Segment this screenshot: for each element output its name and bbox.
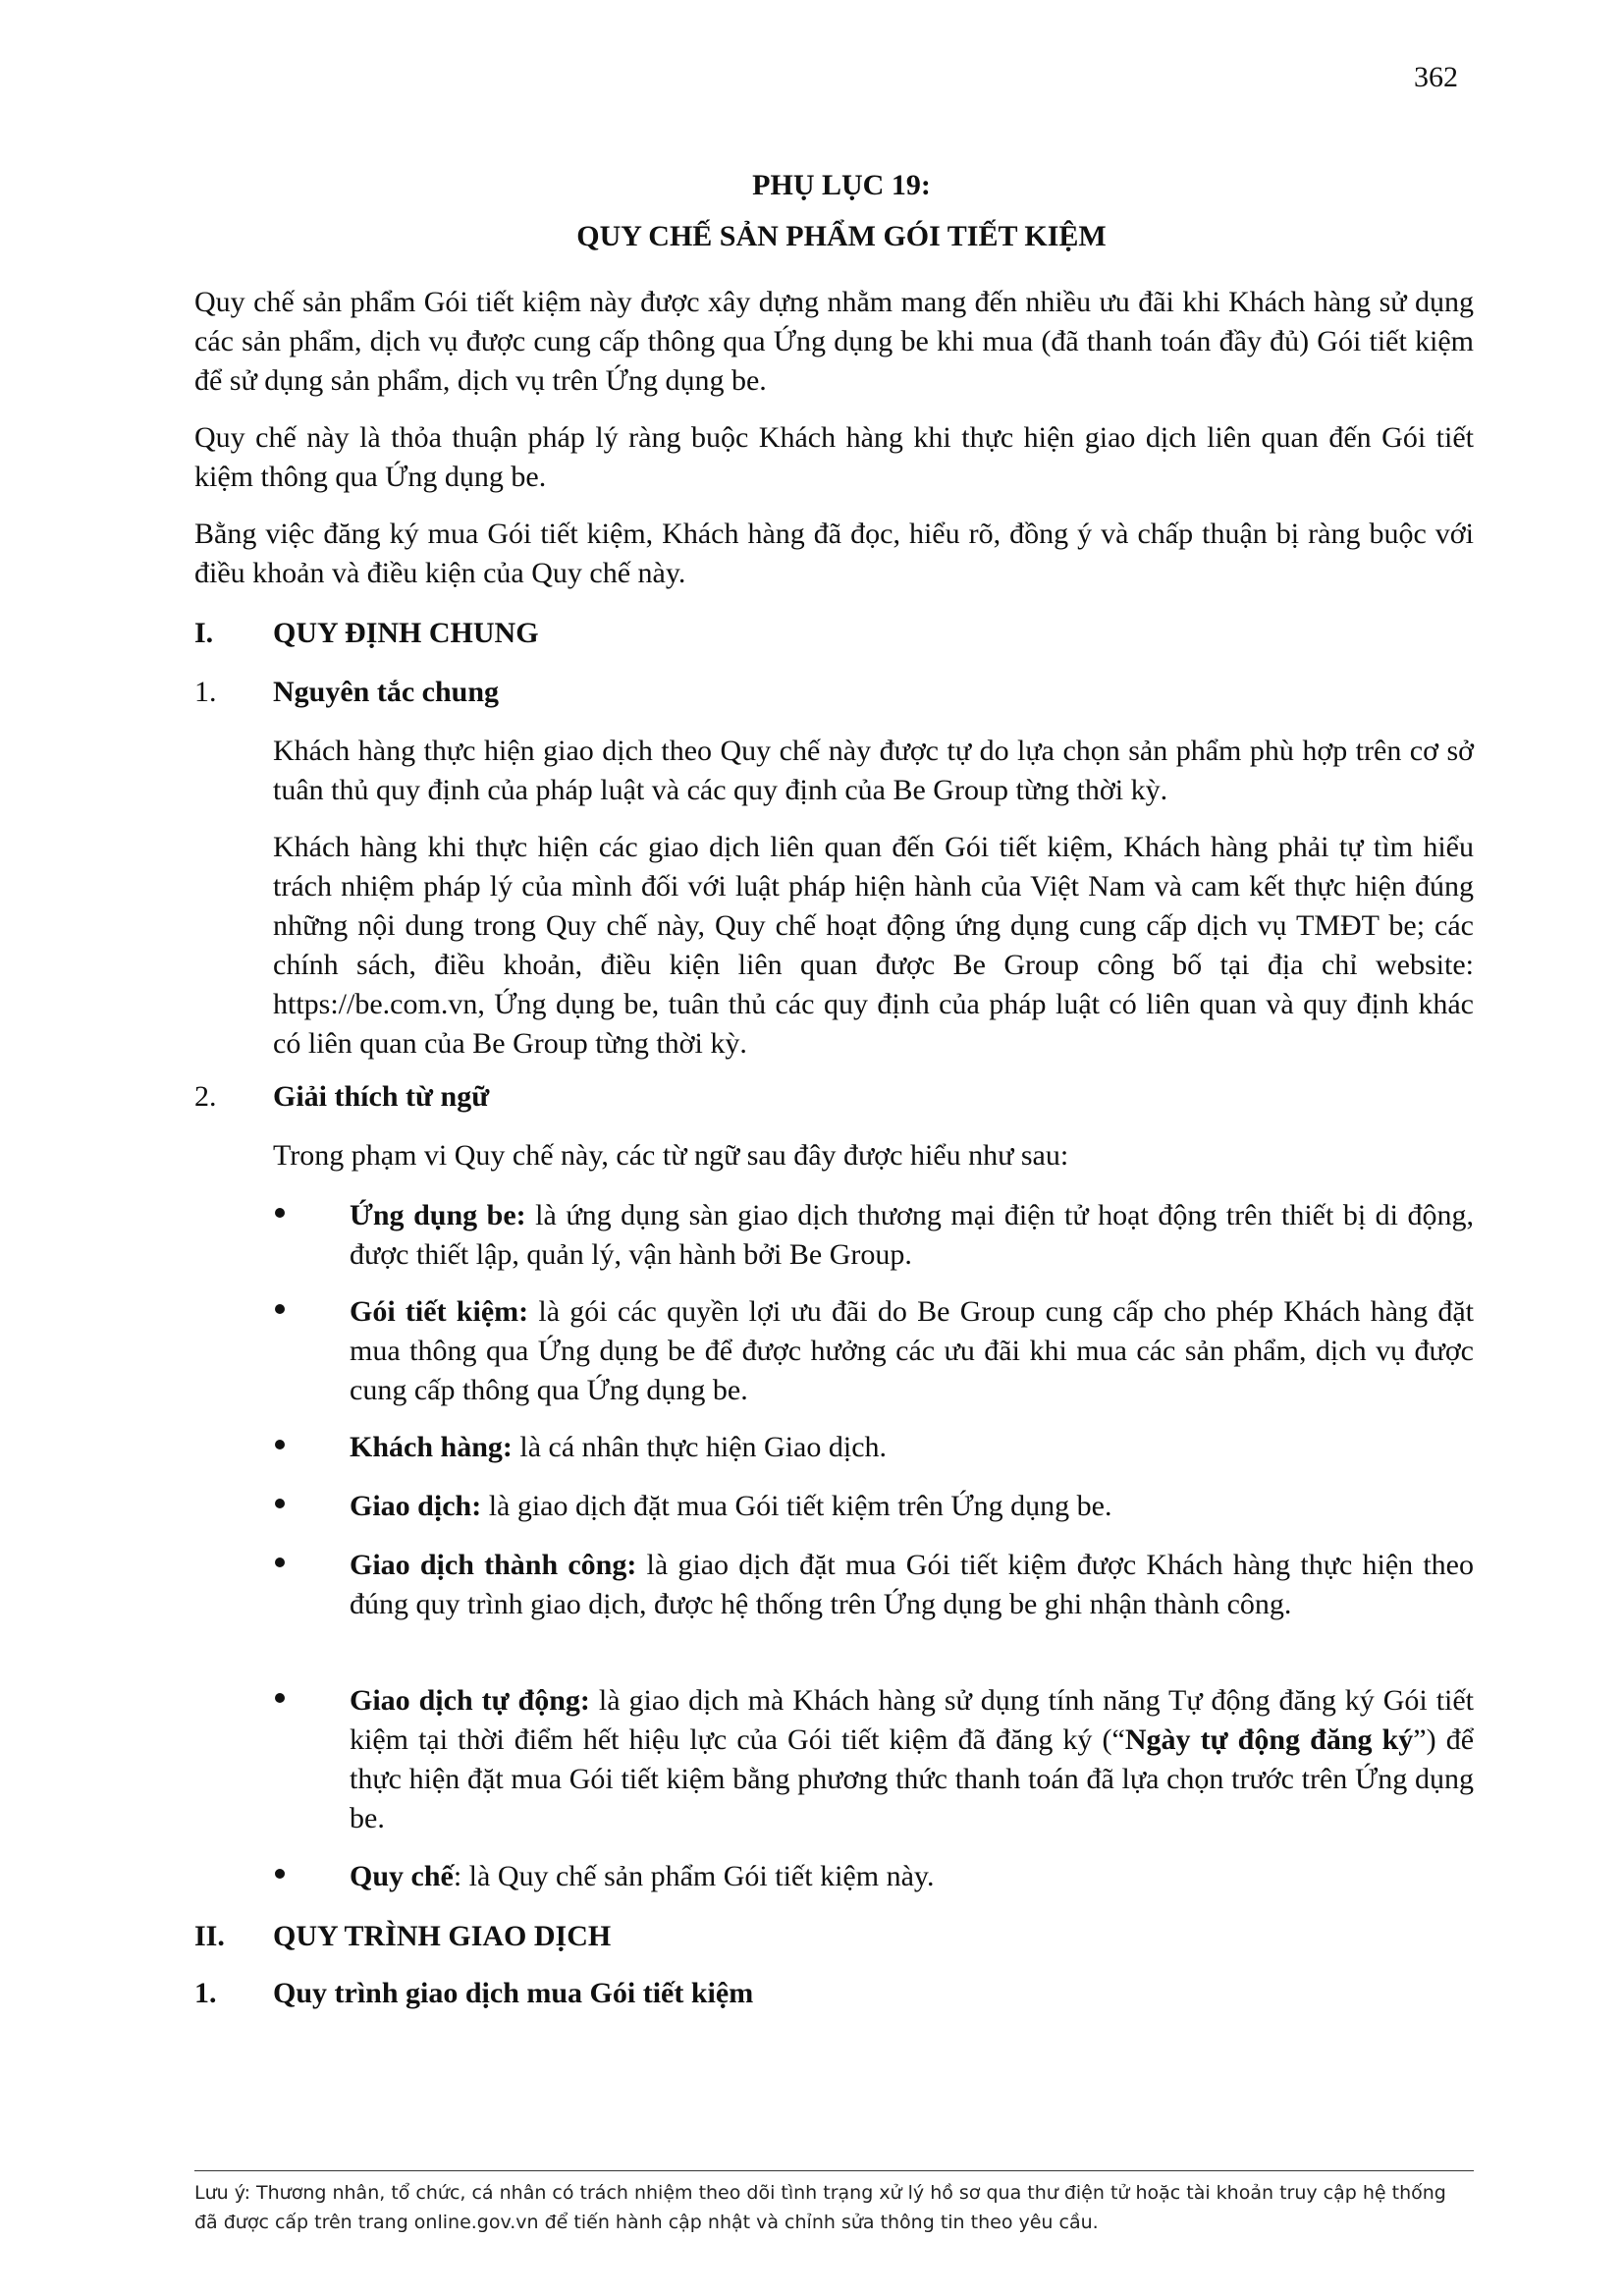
footer-note: Lưu ý: Thương nhân, tổ chức, cá nhân có trách nhiệm theo dõi tình trạng xử lý hồ sơ qua thư điện tử hoặc tài khoản truy cập hệ thống đã được cấp trên trang online.gov.vn để tiến hành cập nhật và chỉnh sửa thông tin theo yêu cầu. <box>194 2182 1446 2233</box>
definition-goi-tiet-kiem: Gói tiết kiệm: là gói các quyền lợi ưu đãi do Be Group cung cấp cho phép Khách hàng đặt mua thông qua Ứng dụng be để được hưởng các ưu đãi khi mua các sản phẩm, dịch vụ được cung cấp thông qua Ứng dụng be. <box>350 1295 1474 1406</box>
principles-paragraph-1: Khách hàng thực hiện giao dịch theo Quy chế này được tự do lựa chọn sản phẩm phù hợp trên cơ sở tuân thủ quy định của pháp luật và các quy định của Be Group từng thời kỳ. <box>273 735 1474 806</box>
subsection-1-2-number: 2. <box>194 1080 217 1113</box>
intro-paragraph-3: Bằng việc đăng ký mua Gói tiết kiệm, Khách hàng đã đọc, hiểu rõ, đồng ý và chấp thuận bị ràng buộc với điều khoản và điều kiện của Quy chế này. <box>194 518 1474 589</box>
appendix-title: PHỤ LỤC 19: <box>752 169 931 201</box>
section-2-heading: QUY TRÌNH GIAO DỊCH <box>273 1920 612 1952</box>
footer-divider <box>194 2170 1474 2171</box>
subsection-1-1-heading: Nguyên tắc chung <box>273 676 500 708</box>
definition-khach-hang: Khách hàng: là cá nhân thực hiện Giao dịch. <box>350 1431 888 1463</box>
subsection-1-1-number: 1. <box>194 676 217 708</box>
page-number: 362 <box>1414 61 1458 93</box>
section-2-numeral: II. <box>194 1920 225 1952</box>
definition-giao-dich-thanh-cong: Giao dịch thành công: là giao dịch đặt mua Gói tiết kiệm được Khách hàng thực hiện theo đúng quy trình giao dịch, được hệ thống trên Ứng dụng be ghi nhận thành công. <box>350 1549 1474 1620</box>
section-1-numeral: I. <box>194 617 214 649</box>
section-1-heading: QUY ĐỊNH CHUNG <box>273 617 539 649</box>
definitions-lead: Trong phạm vi Quy chế này, các từ ngữ sau đây được hiểu như sau: <box>273 1139 1069 1172</box>
definition-ung-dung-be: Ứng dụng be: là ứng dụng sàn giao dịch thương mại điện tử hoạt động trên thiết bị di động, được thiết lập, quản lý, vận hành bởi Be Group. <box>350 1199 1475 1271</box>
intro-paragraph-1: Quy chế sản phẩm Gói tiết kiệm này được xây dựng nhằm mang đến nhiều ưu đãi khi Khách hàng sử dụng các sản phẩm, dịch vụ được cung cấp thông qua Ứng dụng be khi mua (đã thanh toán đầy đủ) Gói tiết kiệm để sử dụng sản phẩm, dịch vụ trên Ứng dụng be. <box>194 286 1474 397</box>
subsection-2-1-heading: Quy trình giao dịch mua Gói tiết kiệm <box>273 1977 754 2009</box>
document-title: QUY CHẾ SẢN PHẨM GÓI TIẾT KIỆM <box>576 220 1107 252</box>
subsection-1-2-heading: Giải thích từ ngữ <box>273 1080 490 1113</box>
intro-paragraph-2: Quy chế này là thỏa thuận pháp lý ràng buộc Khách hàng khi thực hiện giao dịch liên quan đến Gói tiết kiệm thông qua Ứng dụng be. <box>194 421 1474 493</box>
principles-paragraph-2: Khách hàng khi thực hiện các giao dịch liên quan đến Gói tiết kiệm, Khách hàng phải tự tìm hiểu trách nhiệm pháp lý của mình đối với luật pháp hiện hành của Việt Nam và cam kết thực hiện đúng những nội dung trong Quy chế này, Quy chế hoạt động ứng dụng cung cấp dịch vụ TMĐT be; các chính sách, điều khoản, điều kiện liên quan được Be Group công bố tại địa chỉ website: https://be.com.vn, Ứng dụng be, tuân thủ các quy định của pháp luật có liên quan và quy định khác có liên quan của Be Group từng thời kỳ. <box>273 831 1474 1060</box>
subsection-2-1-number: 1. <box>194 1977 217 2009</box>
definition-quy-che: Quy chế: là Quy chế sản phẩm Gói tiết kiệm này. <box>350 1860 935 1892</box>
definition-giao-dich: Giao dịch: là giao dịch đặt mua Gói tiết kiệm trên Ứng dụng be. <box>350 1490 1112 1522</box>
definition-giao-dich-tu-dong: Giao dịch tự động: là giao dịch mà Khách hàng sử dụng tính năng Tự động đăng ký Gói tiết kiệm tại thời điểm hết hiệu lực của Gói tiết kiệm đã đăng ký (“Ngày tự động đăng ký”) để thực hiện đặt mua Gói tiết kiệm bằng phương thức thanh toán đã lựa chọn trước trên Ứng dụng be. <box>350 1684 1475 1834</box>
